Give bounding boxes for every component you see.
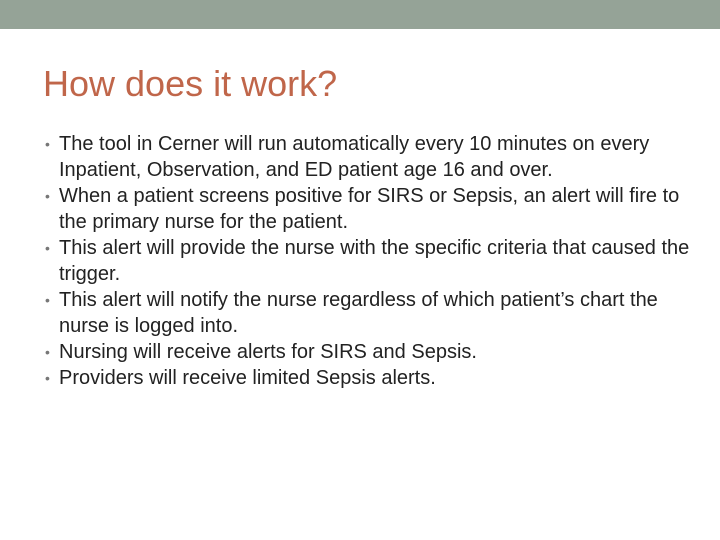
bullet-text: This alert will notify the nurse regardless of which patient’s chart the nurse is logged into. [59, 289, 658, 337]
bullet-item [43, 287, 693, 339]
bullet-item [43, 131, 693, 183]
bullet-text: When a patient screens positive for SIRS or Sepsis, an alert will fire to the primary nurse for the patient. [59, 185, 680, 233]
bullet-list [43, 131, 693, 391]
bullet-item [43, 339, 693, 365]
bullet-dot-icon: • [45, 240, 50, 256]
bullet-dot-icon: • [45, 136, 50, 152]
bullet-dot-icon: • [45, 370, 50, 386]
bullet-text: The tool in Cerner will run automatically every 10 minutes on every Inpatient, Observation, and ED patient age 16 and over. [59, 133, 650, 181]
bullet-item [43, 183, 693, 235]
bullet-text: Providers will receive limited Sepsis alerts. [59, 367, 436, 389]
bullet-dot-icon: • [45, 292, 50, 308]
bullet-item [43, 235, 693, 287]
bullet-text: Nursing will receive alerts for SIRS and Sepsis. [59, 341, 477, 363]
top-accent-bar [0, 0, 720, 29]
bullet-dot-icon: • [45, 344, 50, 360]
slide-title: How does it work? [43, 63, 338, 104]
bullet-item [43, 365, 693, 391]
bullet-text: This alert will provide the nurse with the specific criteria that caused the trigger. [59, 237, 690, 285]
bullet-dot-icon: • [45, 188, 50, 204]
